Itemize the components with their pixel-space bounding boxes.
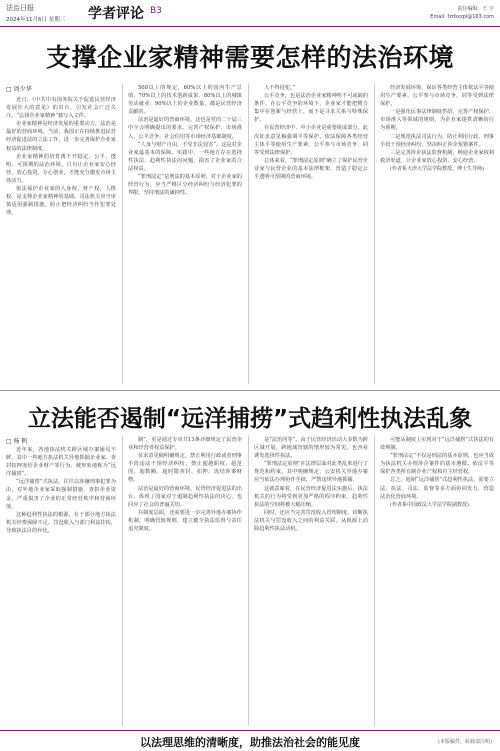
column-rule [374,436,375,726]
article-divider [0,390,500,391]
article1-column-2 [128,84,242,384]
paragraph: “罪刑法定”不仅是刑法的基本原则，也应当成为执法机关办理涉企案件的基本遵循。依法平等保护各类所有制企业产权和自主经营权。 [380,453,494,476]
article1-column-1 [6,96,116,384]
paragraph: 可能从制度上实现对于“远洋捕捞”式执法的有效规制。 [380,437,494,452]
paragraph: 经济发展环境，保证各类经营主体依法平等使用生产要素，公平参与市场竞争，同等受到法律保护。 [380,85,494,108]
paragraph: 总之，遏制“远洋捕捞”式趋利性执法，需要立法、执法、司法、监督等多方面协同发力，营造法治化营商环境。 [380,477,494,500]
paragraph: 这种趋利性执法的根源，在于部分地方执法机关经费保障不足、罚没收入与部门利益挂钩，导致执法目的异化。 [6,511,116,534]
author-note: (作者系天津大学法学院教授、博士生导师) [390,165,484,172]
paragraph: 企业家精神的培育离不开稳定、公平、透明、可预期的法治环境。只有让企业家安心经营、放心投资、专心创业，才能充分激发市场主体活力。 [6,153,116,184]
paragraph: 二是规范执法司法行为，防止利用行政、刑事手段干预经济纠纷，坚决纠正涉企冤错案件。 [380,133,494,148]
article2-column-3 [254,436,368,726]
editor-name: 责任编辑：王 宇 [457,6,494,12]
column-rule [248,436,249,726]
paragraph: 总体来看，“罪刑法定原则”确立了保护民营企业家与民营企业的基本法律框架，营造了稳定公平透明可预期的营商环境。 [254,157,368,181]
paragraph: “人身与财产自由，不受非法侵害”，这是对企业家最基本的保障。实践中，一些地方存在选择性执法、趋利性执法的问题，损害了企业家的合法权益。 [128,141,242,172]
column-rule [122,84,123,384]
article2-column-1 [6,446,116,726]
paragraph: 公平竞争，也是法治企业家精神所不可或缺的条件。在公平竞争的环境下，企业家才能把精力集中在创新与经营上，而不是寻求关系与特殊保护。 [254,93,368,124]
paragraph: 一是强化民事法律制度供给，完善产权保护、市场准入等领域的规则，为企业家提供清晰的行为预期。 [380,109,494,132]
paragraph: 近日，《中共中央国务院关于促进民营经济发展壮大的意见》的出台，引发社会广泛关注。“弘扬企业家精神”被写入文件。 [6,97,116,120]
footer-note: (本版稿件，转载请注明) [438,739,492,745]
paragraph: “罪刑法定原则”在法律层面对此类乱象进行了规范和约束。其中明确规定，公安机关异地办案应当依法办理协作手续，严禁违规异地抓捕。 [254,461,368,484]
article1-column-4 [380,84,494,384]
editor-email: Email: fzrbxzpl@163.com [430,14,494,20]
paragraph: 这就意味着，在民营经济促进法实施后，执法机关的行为将受到更加严格的程序约束，趋利性执法的空间将被大幅压缩。 [254,485,368,508]
paragraph: 制”，更是通过专章共13条详细规定了民营企业和经营者权益保护。 [128,437,242,452]
article2-column-4 [380,436,494,726]
header-editor-info [430,5,494,21]
article1-column-3 [254,84,368,384]
page-number: B3 [150,6,162,16]
footer-slogan: 以法理思维的清晰度，助推法治社会的能见度 [140,736,360,749]
paragraph: 在制度层面，还需要进一步完善异地办案协作机制，明确管辖规则，建立健全执法监督与责任追究制度。 [128,509,242,533]
column-rule [122,436,123,726]
paragraph: “远洋捕捞”式执法，往往以涉嫌刑事犯罪为由，对外地企业家采取强制措施，查扣企业资金，严重损害了企业的正常经营秩序和营商环境。 [6,479,116,510]
author-note: (作者系中国政法大学法学院副教授) [390,501,469,508]
paragraph: 征求意见稿明确规定，禁止利用行政或者刑事手段违法干预经济纠纷，禁止超越职权、超范围、超数额、超时限查封、扣押、冻结涉案财物。 [128,453,242,484]
paragraph: 依法保护企业家的人身权、财产权、人格权，是支撑企业家精神的基础。司法机关应当审慎适用强制措施，防止把经济纠纷当作犯罪处理。 [6,186,116,217]
article2-column-2 [128,436,242,726]
paragraph: 在民营经济中，中小企业是重要组成部分。此次征求意见稿强调平等保护，依法保障各类经营主体平等使用生产要素、公平参与市场竞争、同等受到法律保护。 [254,125,368,156]
paragraph: 人不得侵犯。” [264,85,296,91]
paragraph: 三是完善涉企执法监督机制，畅通企业家权利救济渠道，让企业家放心投资、安心经营。 [380,149,494,164]
paragraph: 法治是最好的营商环境。民营经济促进法的出台，体现了国家对于遏制趋利性执法的决心，也回应了社会的普遍关切。 [128,485,242,508]
paragraph: 是“法治同等”。由于民营经济活动大多数为跨区域开展，跨地域管辖的情形较为常见，也容易诱发选择性执法。 [254,437,368,460]
page-header [0,0,500,27]
page-footer [0,730,500,751]
article2-title: 立法能否遏制“远洋捕捞”式趋利性执法乱象 [27,406,473,432]
paragraph: “罪刑法定”是刑法的基本原则，对于企业家的经营行为，应当严格区分经济纠纷与经济犯罪的界限，坚持刑法的谦抑性。 [128,174,242,197]
article1-byline: □ 周少华 [6,86,32,93]
paragraph: 法治是最好的营商环境。这也是党的二十届三中全会明确提出的要求。完善产权保护、市场准入、公平竞争、社会信用等市场经济基础制度。 [128,117,242,140]
column-rule [248,84,249,384]
paragraph: 近年来，各地执法机关跨区域办案屡见不鲜，其中一些地方执法机关异地抓捕企业家、查封扣押冻结企业财产等行为，被形象地称为“远洋捕捞”。 [6,447,116,478]
issue-date: 2024年11月6日 星期三 [6,17,66,23]
masthead-logo: 法治日报 [6,4,34,12]
article1-title: 支撑企业家精神需要怎样的法治环境 [45,43,454,72]
paragraph: 同时，还应当完善罚没收入管理制度，切断执法机关与罚没收入之间的利益关联，从根源上消除趋利性执法动机。 [254,509,368,533]
paragraph: 500以上的规定，60%以上的国内生产总值、70%以上的技术创新成果、80%以上的城镇劳动就业、90%以上的企业数量，都是民营经济贡献的。 [128,85,242,116]
section-title: 学者评论 [88,6,144,22]
paragraph: 企业家精神是经济发展的重要动力，法治是最好的营商环境。当前，我国正在持续推进民营经济促进法的立法工作，进一步完善保护企业家权益的法律制度。 [6,121,116,152]
column-rule [374,84,375,384]
article2-byline: □ 杨 帆 [6,438,28,445]
